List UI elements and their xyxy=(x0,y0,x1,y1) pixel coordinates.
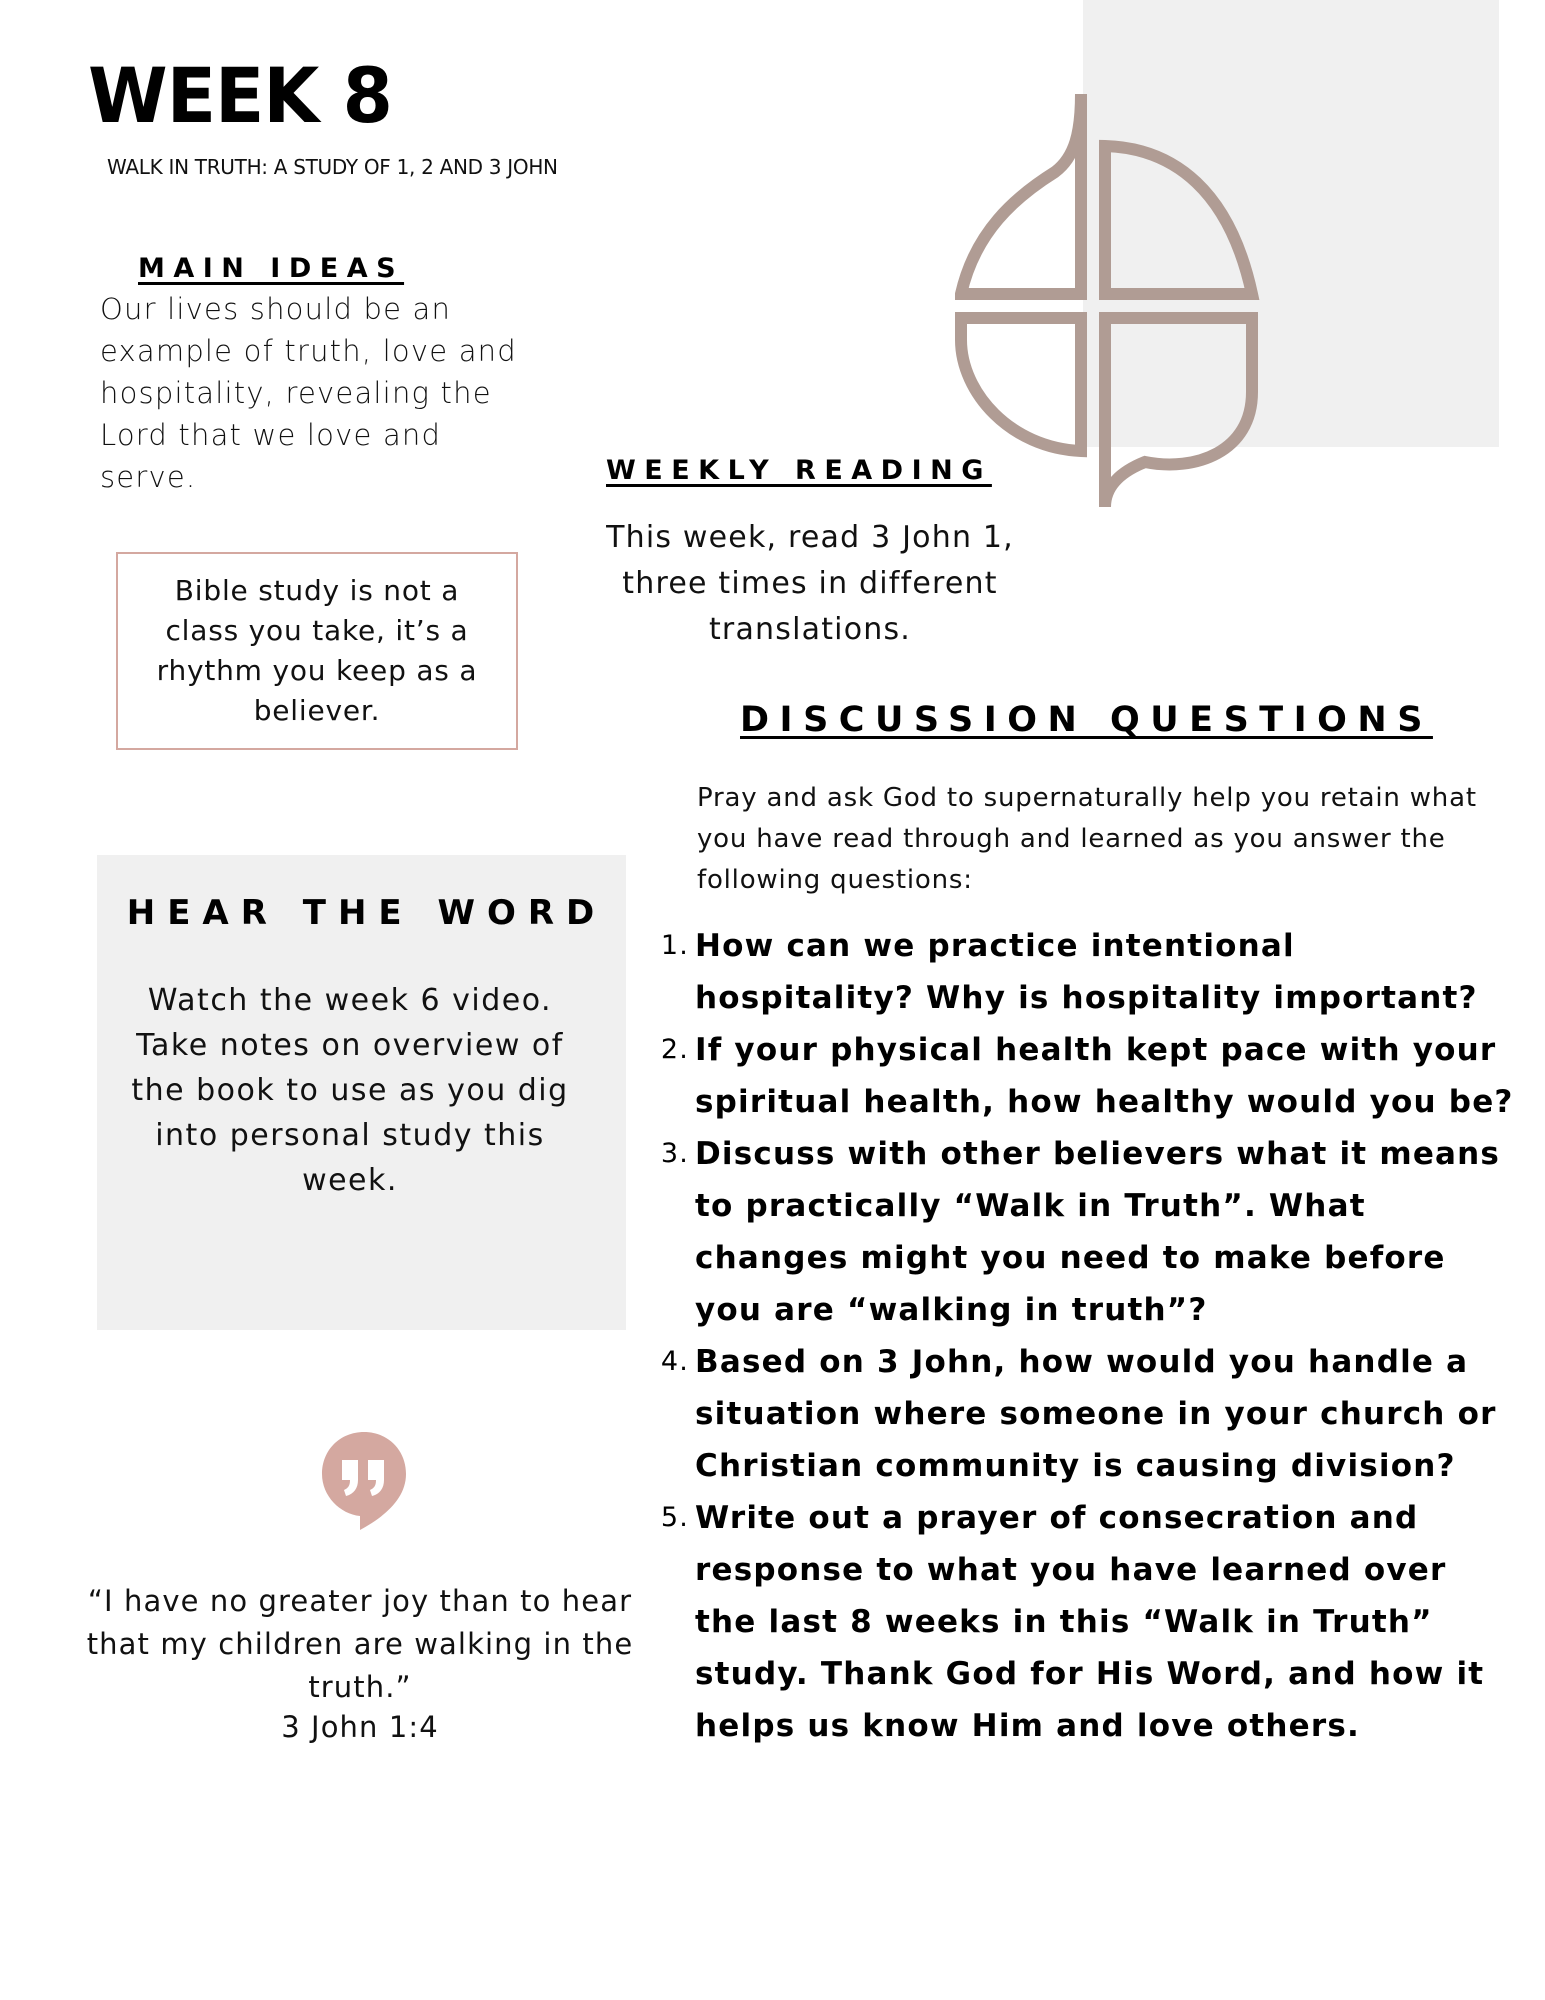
question-item xyxy=(655,1024,1515,1128)
callout-box xyxy=(116,552,518,750)
question-number: 4. xyxy=(660,1346,689,1377)
question-text: How can we practice intentional hospitality? Why is hospitality important? xyxy=(695,928,1478,1016)
logo-quadrant-bottom-left xyxy=(961,318,1081,451)
question-item xyxy=(655,920,1515,1024)
scripture-quote: “I have no greater joy than to hear that my children are walking in the truth.” xyxy=(86,1584,634,1704)
question-text: Write out a prayer of consecration and response to what you have learned over the last 8 weeks in this “Walk in Truth” study. Thank God for His Word, and how it helps us know Him and love others. xyxy=(695,1500,1485,1744)
question-item xyxy=(655,1492,1515,1752)
weekly-reading-heading: WEEKLY READING xyxy=(606,455,992,486)
main-ideas-text: Our lives should be an example of truth, love and hospitality, revealing the Lord that we love and serve. xyxy=(100,292,517,494)
discussion-questions-heading: DISCUSSION QUESTIONS xyxy=(740,700,1433,740)
logo-quadrant-bottom-right xyxy=(1105,318,1252,507)
callout-text: Bible study is not a class you take, it’s a rhythm you keep as a believer. xyxy=(156,574,478,727)
scripture-reference: 3 John 1:4 xyxy=(281,1710,439,1744)
discussion-intro: Pray and ask God to supernaturally help you retain what you have read through and learned as you answer the following questions: xyxy=(697,783,1477,895)
hear-the-word-heading: HEAR THE WORD xyxy=(126,893,607,933)
quote-bubble-icon xyxy=(320,1430,408,1530)
page-subtitle: WALK IN TRUTH: A STUDY OF 1, 2 AND 3 JOHN xyxy=(107,155,558,179)
question-text: If your physical health kept pace with your spiritual health, how healthy would you be? xyxy=(695,1032,1514,1120)
question-number: 3. xyxy=(660,1138,689,1169)
hear-the-word-text: Watch the week 6 video. Take notes on overview of the book to use as you dig into personal study this week. xyxy=(131,983,569,1198)
weekly-reading-text: This week, read 3 John 1, three times in different translations. xyxy=(606,520,1014,647)
question-item xyxy=(655,1336,1515,1492)
question-number: 1. xyxy=(660,930,689,961)
logo-quadrant-top-left xyxy=(961,94,1081,294)
question-item xyxy=(655,1128,1515,1336)
shield-cross-logo-icon xyxy=(955,82,1260,512)
question-text: Discuss with other believers what it means to practically “Walk in Truth”. What changes might you need to make before you are “walking in truth”? xyxy=(695,1136,1501,1328)
main-ideas-heading: MAIN IDEAS xyxy=(138,253,405,284)
question-number: 5. xyxy=(660,1502,689,1533)
question-text: Based on 3 John, how would you handle a situation where someone in your church or Christian community is causing division? xyxy=(695,1344,1497,1484)
page-title: WEEK 8 xyxy=(88,51,392,140)
logo-quadrant-top-right xyxy=(1105,146,1252,294)
discussion-questions-list xyxy=(655,920,1515,1752)
question-number: 2. xyxy=(660,1034,689,1065)
